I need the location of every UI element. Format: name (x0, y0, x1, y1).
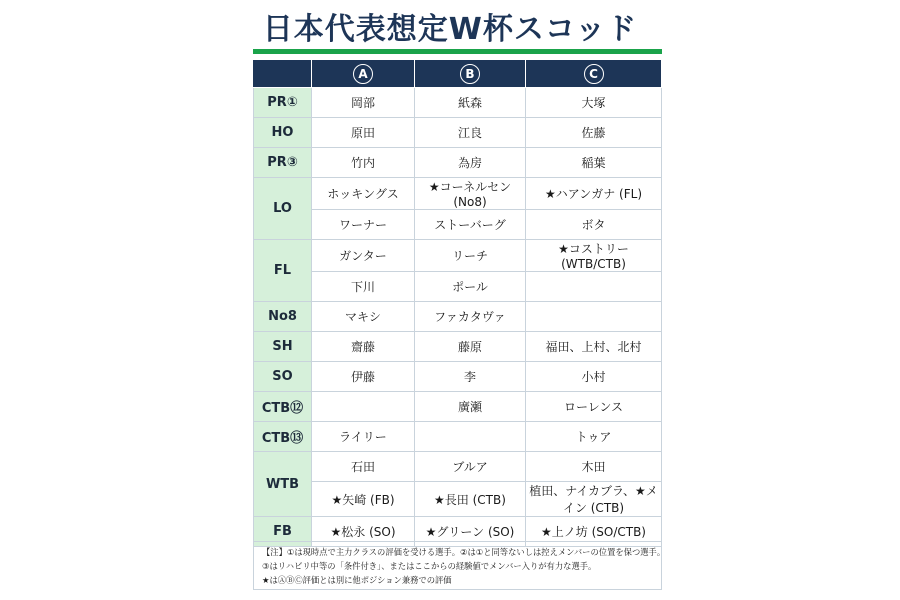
position-label: HO (253, 118, 312, 148)
player-cell: 齋藤 (312, 332, 415, 362)
footnote (253, 541, 666, 590)
squad-table (253, 60, 662, 547)
player-cell: ブルア (415, 452, 526, 482)
position-label: CTB⑬ (253, 422, 312, 452)
position-label: FL (253, 240, 312, 302)
table-row (253, 148, 662, 178)
player-cell: 廣瀬 (415, 392, 526, 422)
player-cell: ★コストリー (WTB/CTB) (526, 240, 662, 272)
player-cell: ★コーネルセン (No8) (415, 178, 526, 210)
player-cell (415, 422, 526, 452)
footnote-line: ★はⒶⒷⒸ評価とは別に他ポジション兼務での評価 (262, 575, 452, 585)
header-row (253, 60, 662, 88)
player-cell: 大塚 (526, 88, 662, 118)
header-col-c: C (526, 60, 662, 88)
player-cell: ホッキングス (312, 178, 415, 210)
player-cell: 原田 (312, 118, 415, 148)
player-cell: リーチ (415, 240, 526, 272)
footnote-line: 【注】①は現時点で主力クラスの評価を受ける選手。②は①と同等ないしは控えメンバーの位置を保つ選手。 (262, 547, 666, 557)
player-cell: 紙森 (415, 88, 526, 118)
player-cell: 石田 (312, 452, 415, 482)
table-row (253, 240, 662, 272)
player-cell: ライリー (312, 422, 415, 452)
player-cell: ★上ノ坊 (SO/CTB) (526, 517, 662, 547)
player-cell: 李 (415, 362, 526, 392)
table-row (253, 392, 662, 422)
player-cell: ローレンス (526, 392, 662, 422)
page-title: 日本代表想定W杯スコッド (262, 12, 638, 47)
table-row (253, 332, 662, 362)
player-cell (526, 302, 662, 332)
table-row (253, 302, 662, 332)
squad-body (253, 88, 662, 547)
position-label: SH (253, 332, 312, 362)
position-label: No8 (253, 302, 312, 332)
player-cell: 福田、上村、北村 (526, 332, 662, 362)
player-cell: ワーナー (312, 210, 415, 240)
table-row (253, 422, 662, 452)
player-cell: 竹内 (312, 148, 415, 178)
footnote-line: ③はリハビリ中等の「条件付き」、またはここからの経験値でメンバー入りが有力な選手。 (262, 561, 597, 571)
player-cell: ★ハアンガナ (FL) (526, 178, 662, 210)
player-cell: ★グリーン (SO) (415, 517, 526, 547)
position-label: PR① (253, 88, 312, 118)
player-cell: 為房 (415, 148, 526, 178)
player-cell: ★松永 (SO) (312, 517, 415, 547)
player-cell: マキシ (312, 302, 415, 332)
position-label: CTB⑫ (253, 392, 312, 422)
header-col-a: A (312, 60, 415, 88)
player-cell: 江良 (415, 118, 526, 148)
table-row (253, 452, 662, 482)
table-row (253, 178, 662, 210)
player-cell: トゥア (526, 422, 662, 452)
table-row (253, 88, 662, 118)
player-cell: ポール (415, 272, 526, 302)
position-label: LO (253, 178, 312, 240)
header-corner (253, 60, 312, 88)
player-cell: ガンター (312, 240, 415, 272)
header-col-b: B (415, 60, 526, 88)
position-label: FB (253, 517, 312, 547)
player-cell (312, 392, 415, 422)
player-cell: 藤原 (415, 332, 526, 362)
position-label: PR③ (253, 148, 312, 178)
table-row (253, 482, 662, 517)
player-cell: ファカタヴァ (415, 302, 526, 332)
player-cell: 下川 (312, 272, 415, 302)
position-label: WTB (253, 452, 312, 517)
player-cell: 木田 (526, 452, 662, 482)
player-cell: 岡部 (312, 88, 415, 118)
title-underline (253, 49, 662, 54)
player-cell: ストーバーグ (415, 210, 526, 240)
table-row (253, 272, 662, 302)
player-cell: ボタ (526, 210, 662, 240)
table-row (253, 118, 662, 148)
player-cell: 佐藤 (526, 118, 662, 148)
player-cell: 伊藤 (312, 362, 415, 392)
position-label: SO (253, 362, 312, 392)
player-cell: ★矢崎 (FB) (312, 482, 415, 517)
player-cell: 植田、ナイカブラ、★メイン (CTB) (526, 482, 662, 517)
table-row (253, 362, 662, 392)
table-row (253, 210, 662, 240)
player-cell: 稲葉 (526, 148, 662, 178)
player-cell: 小村 (526, 362, 662, 392)
player-cell (526, 272, 662, 302)
player-cell: ★長田 (CTB) (415, 482, 526, 517)
